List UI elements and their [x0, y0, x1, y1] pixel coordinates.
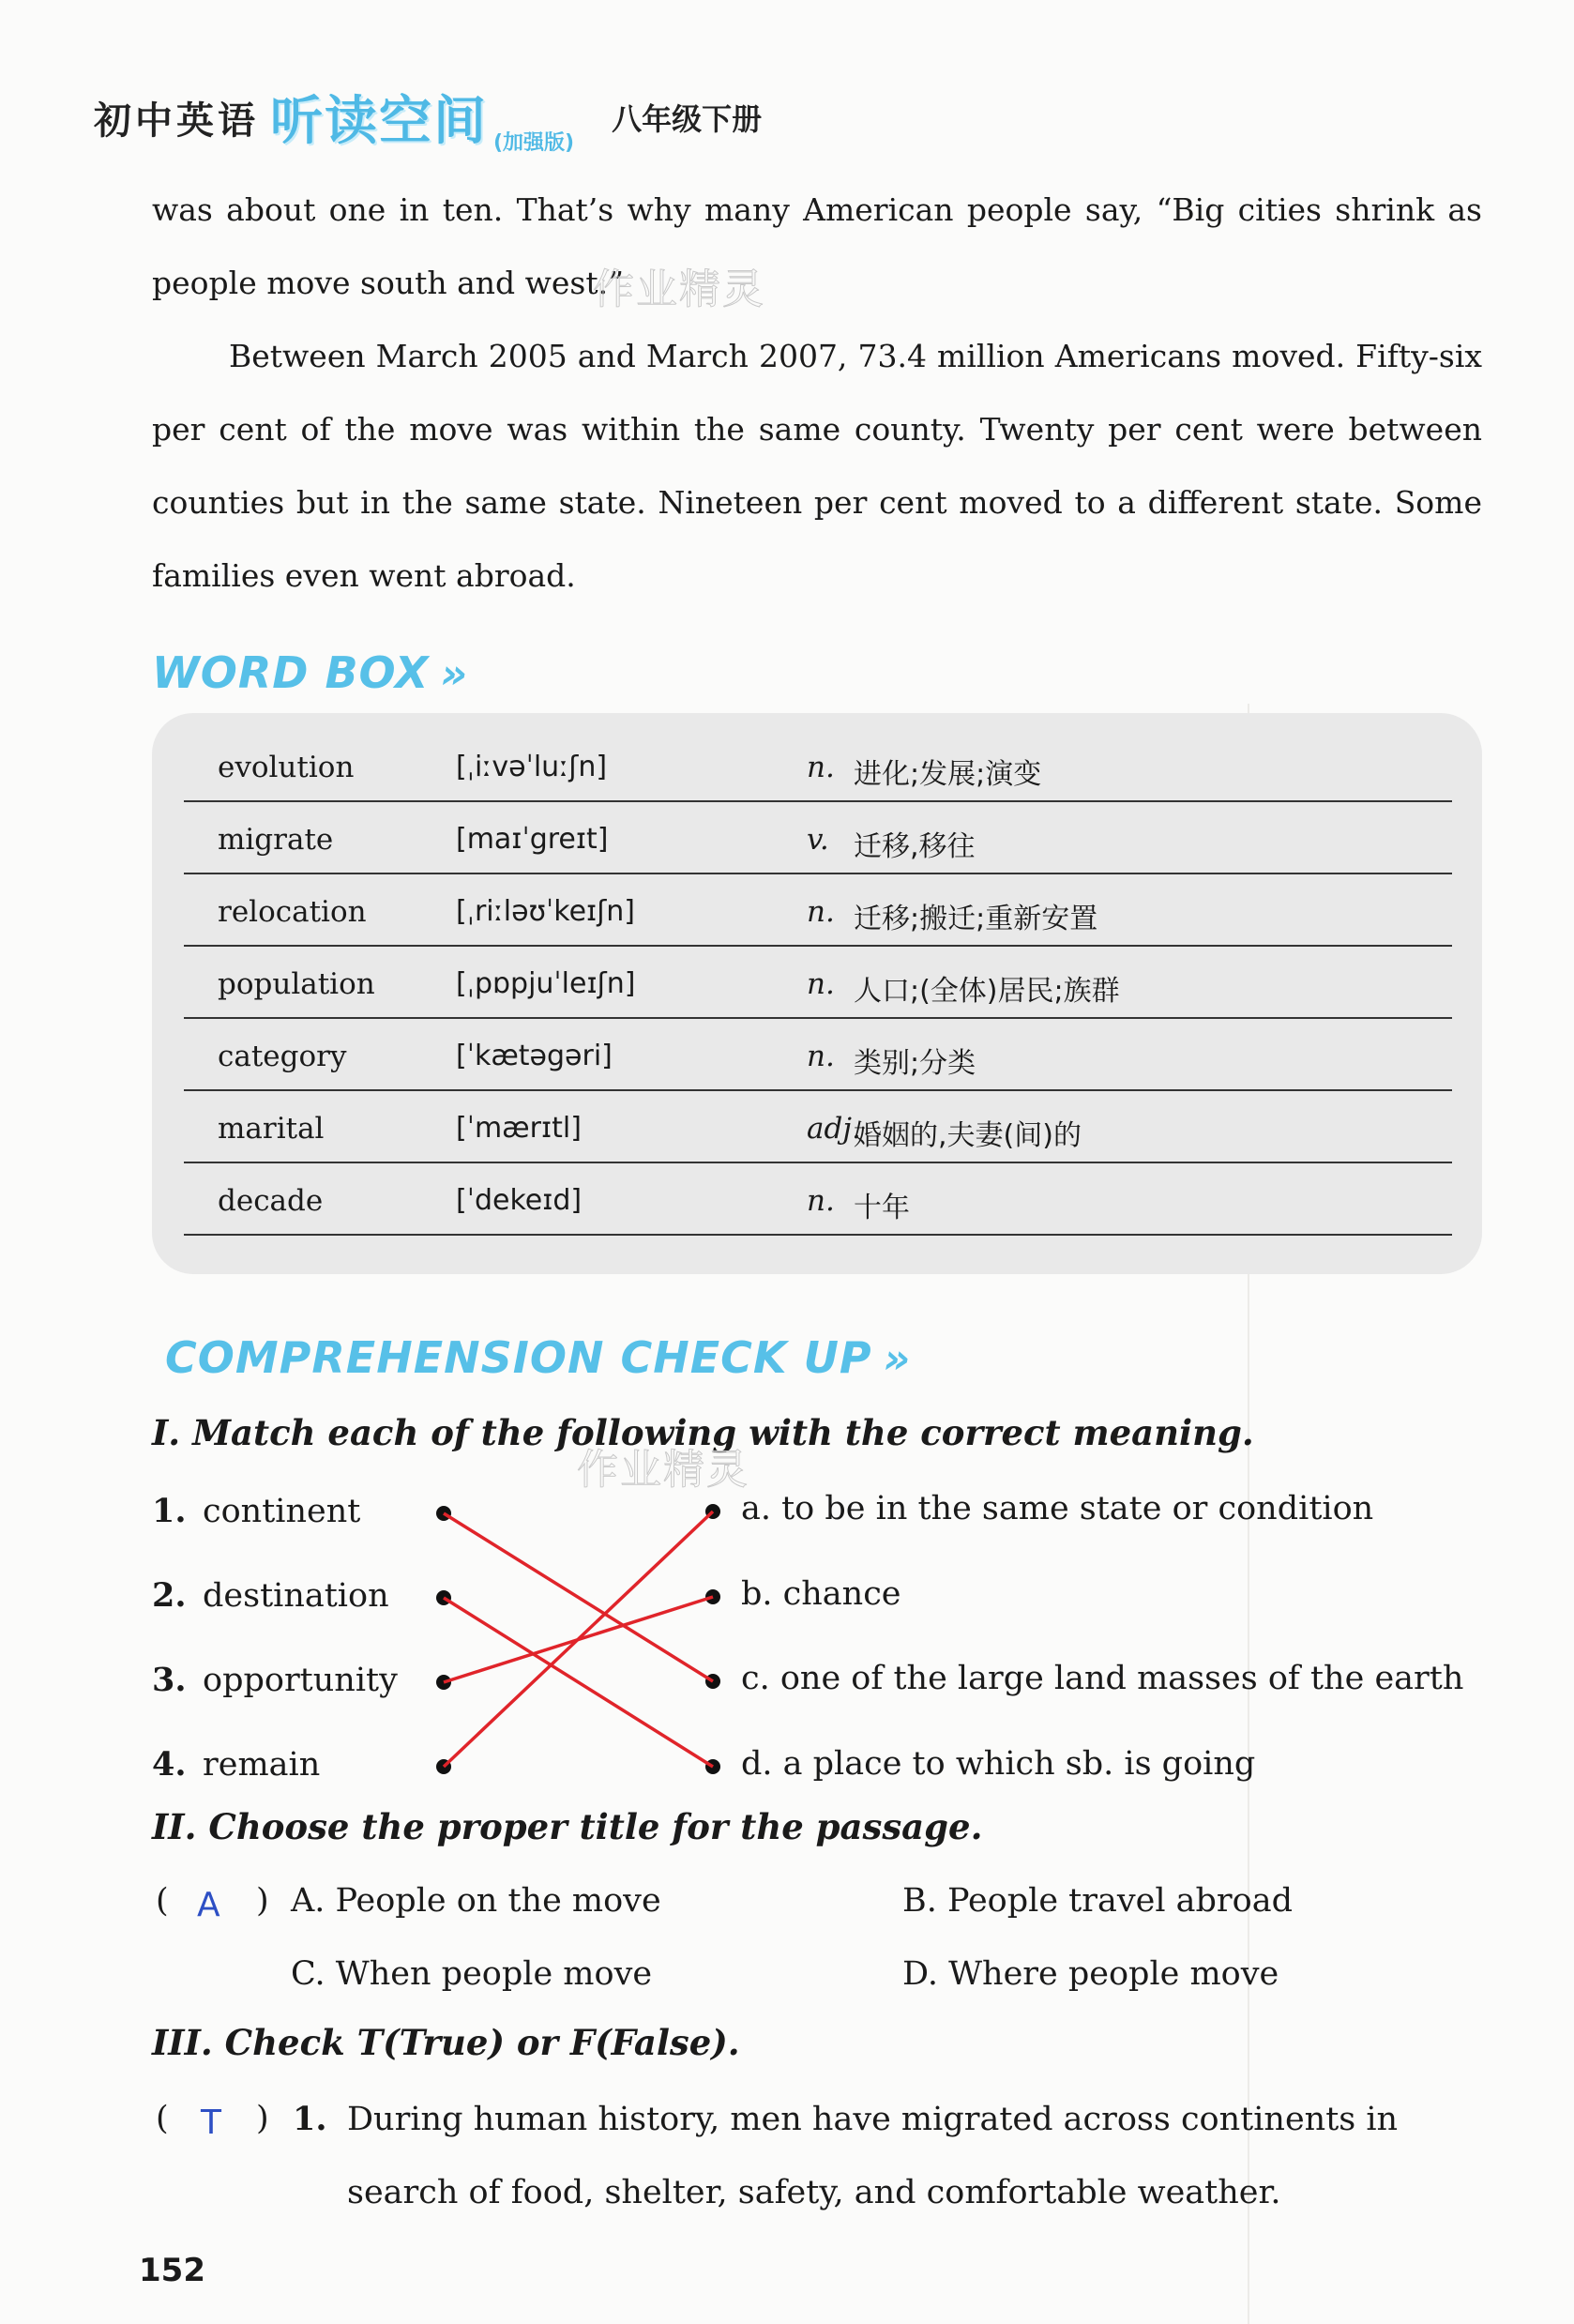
- watermark: 作业精灵: [577, 1446, 749, 1494]
- word-text: marital: [218, 1112, 325, 1146]
- word-phonetic: [ˈkætəgəri]: [456, 1040, 613, 1072]
- title-option: C. When people move: [291, 1955, 653, 1993]
- answer-paren-close: ): [256, 2100, 269, 2137]
- match-option: a. to be in the same state or condition: [741, 1490, 1374, 1527]
- word-part-of-speech: n.: [807, 1184, 835, 1218]
- word-meaning: 迁移,移往: [854, 830, 976, 863]
- word-phonetic: [ˈmærɪtl]: [456, 1112, 582, 1145]
- part2-instruction: II. Choose the proper title for the passage.: [152, 1806, 983, 1847]
- part3-instruction: III. Check T(True) or F(False).: [152, 2022, 740, 2063]
- match-line: [444, 1513, 713, 1681]
- word-meaning: 婚姻的,夫妻(间)的: [854, 1119, 1082, 1152]
- passage-paragraph-2: Between March 2005 and March 2007, 73.4 million Americans moved. Fifty-six per cent of the move was within the same county. Twenty per cent were between counties but in the same state. Nineteen per cent moved to a different state. Some families even went abroad.: [152, 338, 1482, 594]
- match-item: 4. remain: [152, 1745, 321, 1784]
- handwritten-answer: A: [197, 1886, 220, 1924]
- word-text: category: [218, 1040, 347, 1073]
- statement-text: During human history, men have migrated across continents in search of food, shelter, safety, and comfortable weather.: [347, 2101, 1399, 2211]
- answer-paren-open: (: [156, 1882, 169, 1920]
- title-option: B. People travel abroad: [902, 1882, 1293, 1920]
- comprehension-title: COMPREHENSION CHECK UP »: [165, 1332, 912, 1383]
- word-text: decade: [218, 1184, 324, 1218]
- word-phonetic: [ˈdekeɪd]: [456, 1184, 583, 1217]
- brand-logo: 听读空间: [270, 91, 488, 152]
- series-title: 初中英语: [94, 99, 259, 143]
- word-phonetic: [maɪˈgreɪt]: [456, 823, 609, 856]
- match-item: 1. continent: [152, 1492, 361, 1530]
- word-part-of-speech: n.: [807, 967, 835, 1001]
- word-text: relocation: [218, 895, 367, 929]
- word-part-of-speech: v.: [807, 823, 829, 857]
- word-box-title: WORD BOX »: [152, 647, 469, 698]
- edition-label: (加强版): [493, 131, 575, 155]
- match-line: [444, 1511, 713, 1767]
- word-meaning: 人口;(全体)居民;族群: [854, 975, 1120, 1008]
- word-text: population: [218, 967, 375, 1001]
- match-option: b. chance: [741, 1575, 901, 1613]
- word-meaning: 类别;分类: [854, 1047, 976, 1080]
- answer-paren-close: ): [256, 1882, 269, 1920]
- word-meaning: 十年: [854, 1192, 910, 1224]
- answer-paren-open: (: [156, 2100, 169, 2137]
- page-number: 152: [139, 2252, 205, 2289]
- handwritten-answer: T: [201, 2104, 221, 2142]
- title-option: A. People on the move: [291, 1882, 661, 1920]
- word-part-of-speech: n.: [807, 895, 835, 929]
- match-option: c. one of the large land masses of the earth: [741, 1660, 1464, 1697]
- word-meaning: 迁移;搬迁;重新安置: [854, 903, 1098, 935]
- statement-number: 1.: [293, 2100, 327, 2138]
- match-line: [444, 1598, 713, 1767]
- word-phonetic: [ˌriːləʊˈkeɪʃn]: [456, 895, 636, 928]
- word-text: evolution: [218, 751, 355, 784]
- word-phonetic: [ˌiːvəˈluːʃn]: [456, 751, 608, 783]
- word-part-of-speech: adj.: [807, 1112, 861, 1146]
- match-option: d. a place to which sb. is going: [741, 1745, 1256, 1783]
- word-meaning: 进化;发展;演变: [854, 758, 1042, 791]
- part1-instruction: I. Match each of the following with the correct meaning.: [152, 1412, 1254, 1453]
- word-text: migrate: [218, 823, 334, 857]
- watermark: 作业精灵: [593, 266, 765, 313]
- word-part-of-speech: n.: [807, 751, 835, 784]
- title-option: D. Where people move: [902, 1955, 1279, 1993]
- match-item: 2. destination: [152, 1576, 389, 1615]
- word-phonetic: [ˌpɒpjuˈleɪʃn]: [456, 967, 636, 1000]
- match-item: 3. opportunity: [152, 1661, 398, 1699]
- grade-label: 八年级下册: [612, 101, 763, 137]
- word-part-of-speech: n.: [807, 1040, 835, 1073]
- passage-paragraph-1: was about one in ten. That’s why many American people say, “Big cities shrink as people move south and west.”: [152, 191, 1482, 301]
